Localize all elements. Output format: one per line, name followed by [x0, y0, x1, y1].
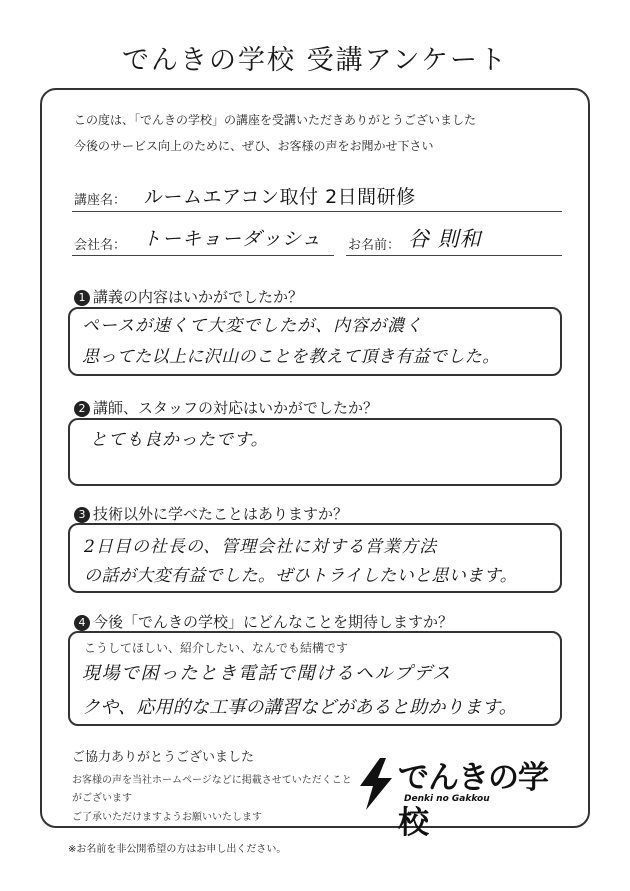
question-number-2: 2: [74, 401, 90, 417]
question-number-4: 4: [74, 615, 90, 631]
footer-line-2: がございます: [72, 793, 132, 804]
answer-1-line-2: 思ってた以上に沢山のことを教えて頂き有益でした。: [82, 347, 500, 367]
question-4-text: 今後「でんきの学校」にどんなことを期待しますか？: [93, 613, 454, 631]
course-label: 講座名：: [74, 193, 127, 208]
company-label: 会社名：: [74, 238, 127, 253]
company-value: トーキョーダッシュ: [142, 228, 322, 250]
question-number-3: 3: [74, 507, 90, 523]
question-1: [74, 286, 303, 307]
answer-4-hint: こうしてほしい、紹介したい、なんでも結構です: [84, 641, 349, 655]
footer-line-3: ご了承いただけますようお願いいたします: [72, 812, 262, 823]
answer-4-line-2: クや、応用的な工事の講習などがあると助かります。: [82, 697, 517, 718]
question-number-1: 1: [74, 290, 90, 306]
course-underline: [72, 211, 562, 212]
answer-2-line-1: とても良かったです。: [90, 430, 269, 450]
question-1-text: 講義の内容はいかがでしたか？: [93, 288, 304, 306]
answer-3-line-1: 2日目の社長の、管理会社に対する営業方法: [84, 537, 438, 557]
answer-4-line-1: 現場で困ったとき電話で聞けるヘルプデス: [82, 663, 452, 684]
intro-line-1: この度は、「でんきの学校」の講座を受講いただきありがとうございました: [74, 113, 477, 127]
page-title: でんきの学校 受講アンケート: [122, 45, 508, 76]
question-2-text: 講師、スタッフの対応はいかがでしたか？: [93, 399, 379, 417]
customer-name-value: 谷 則和: [408, 227, 482, 251]
question-3-text: 技術以外に学べたことはありますか？: [93, 505, 349, 523]
logo-text: でんきの学校: [398, 760, 548, 841]
lightning-bolt-icon: [356, 758, 396, 810]
footer-line-1: お客様の声を当社ホームページなどに掲載させていただくこと: [72, 775, 352, 786]
question-2: [74, 397, 378, 418]
logo-subtext: Denki no Gakkou: [404, 794, 490, 804]
company-underline: [72, 255, 334, 256]
question-4: [74, 611, 453, 632]
intro-line-2: 今後のサービス向上のために、ぜひ、お客様の声をお聞かせ下さい: [74, 139, 434, 153]
answer-1-line-1: ペースが速くて大変でしたが、内容が濃く: [82, 316, 424, 336]
answer-3-line-2: の話が大変有益でした。ぜひトライしたいと思います。: [84, 566, 518, 586]
thanks-text: ご協力ありがとうございました: [72, 750, 255, 765]
brand-logo: [356, 752, 576, 841]
course-name: ルームエアコン取付 2日間研修: [144, 186, 416, 208]
customer-name-underline: [346, 255, 562, 256]
privacy-note: ※お名前を非公開希望の方はお申し出ください。: [68, 844, 287, 855]
customer-name-label: お名前：: [348, 238, 401, 253]
question-3: [74, 503, 348, 524]
